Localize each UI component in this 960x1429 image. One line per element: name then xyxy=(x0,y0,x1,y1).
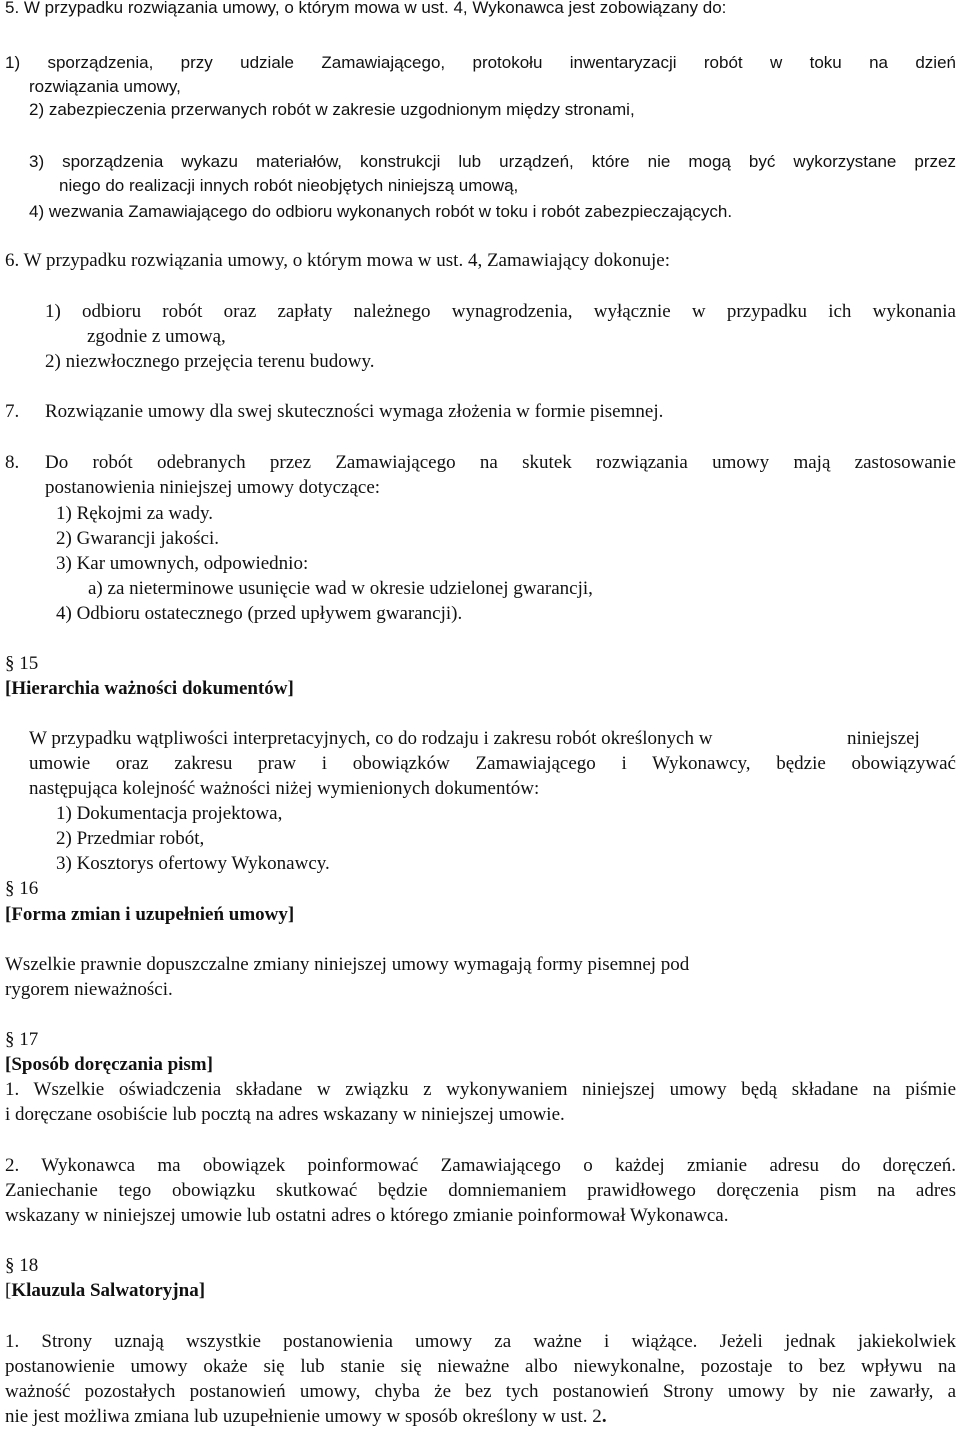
p6-item-1: 1) odbioru robót oraz zapłaty należnego wynagrodzenia, wyłącznie w przypadku ich wykonania xyxy=(45,301,956,322)
section-number: 16 xyxy=(19,878,39,899)
section-15-line-3: następująca kolejność ważności niżej wymienionych dokumentów: xyxy=(29,778,540,799)
p8-item-1: 1) Rękojmi za wady. xyxy=(56,503,214,524)
section-16-line-2: rygorem nieważności. xyxy=(5,979,173,1000)
paragraph-7-number: 7. xyxy=(5,401,20,422)
section-15-heading: [Hierarchia ważności dokumentów] xyxy=(5,678,294,699)
section-15-number xyxy=(5,653,38,675)
section-symbol: § xyxy=(5,878,15,899)
section-number: 17 xyxy=(19,1029,39,1050)
line-text: nie jest możliwa zmiana lub uzupełnienie umowy w sposób określony w ust. 2 xyxy=(5,1406,602,1427)
section-symbol: § xyxy=(5,1029,15,1050)
p5-item-3: 3) sporządzenia wykazu materiałów, konstrukcji lub urządzeń, które nie mogą być wykorzystane przez xyxy=(29,152,956,171)
section-18-line-1: 1. Strony uznają wszystkie postanowienia umowy za ważne i wiążące. Jeżeli jednak jakiekolwiek xyxy=(5,1331,956,1352)
heading-bracket: [ xyxy=(5,1280,12,1301)
p5-item-1: 1) sporządzenia, przy udziale Zamawiającego, protokołu inwentaryzacji robót w toku na dzień xyxy=(5,53,956,72)
p6-item-2: 2) niezwłocznego przejęcia terenu budowy. xyxy=(45,351,375,372)
section-symbol: § xyxy=(5,653,15,674)
section-17-heading: [Sposób doręczania pism] xyxy=(5,1054,213,1075)
p5-item-2: 2) zabezpieczenia przerwanych robót w zakresie uzgodnionym między stronami, xyxy=(29,100,635,119)
section-16-number xyxy=(5,878,38,900)
section-15-line-1a: W przypadku wątpliwości interpretacyjnych, co do rodzaju i zakresu robót określonych w xyxy=(29,728,713,749)
section-16-line-1: Wszelkie prawnie dopuszczalne zmiany niniejszej umowy wymagają formy pisemnej pod xyxy=(5,954,690,975)
heading-text: Klauzula Salwatoryjna] xyxy=(11,1280,206,1301)
section-number: 15 xyxy=(19,653,39,674)
section-18-line-4 xyxy=(5,1406,607,1428)
paragraph-6-intro: 6. W przypadku rozwiązania umowy, o którym mowa w ust. 4, Zamawiający dokonuje: xyxy=(5,250,671,271)
paragraph-5-intro: 5. W przypadku rozwiązania umowy, o którym mowa w ust. 4, Wykonawca jest zobowiązany do: xyxy=(5,0,727,17)
section-17-p2-line-1: 2. Wykonawca ma obowiązek poinformować Zamawiającego o każdej zmianie adresu do doręczeń. xyxy=(5,1155,956,1176)
section-16-heading: [Forma zmian i uzupełnień umowy] xyxy=(5,904,295,925)
paragraph-8-number: 8. xyxy=(5,452,20,473)
p5-item-4: 4) wezwania Zamawiającego do odbioru wykonanych robót w toku i robót zabezpieczających. xyxy=(29,202,733,221)
section-18-heading xyxy=(5,1280,205,1302)
p5-item-1-cont: rozwiązania umowy, xyxy=(29,77,181,96)
s15-item-1: 1) Dokumentacja projektowa, xyxy=(56,803,283,824)
section-17-p1-line-2: i doręczane osobiście lub pocztą na adres wskazany w niniejszej umowie. xyxy=(5,1104,565,1125)
p8-item-4: 4) Odbioru ostatecznego (przed upływem gwarancji). xyxy=(56,603,463,624)
paragraph-8-line-1: Do robót odebranych przez Zamawiającego na skutek rozwiązania umowy mają zastosowanie xyxy=(45,452,956,473)
p8-item-3: 3) Kar umownych, odpowiednio: xyxy=(56,553,309,574)
p5-item-3-cont: niego do realizacji innych robót nieobjętych niniejszą umową, xyxy=(59,176,519,195)
section-17-p1-line-1: 1. Wszelkie oświadczenia składane w związku z wykonywaniem niniejszej umowy będą składane na piśmie xyxy=(5,1079,956,1100)
section-15-line-2: umowie oraz zakresu praw i obowiązków Zamawiającego i Wykonawcy, będzie obowiązywać xyxy=(29,753,956,774)
line-end-period: . xyxy=(601,1406,607,1427)
p8-item-2: 2) Gwarancji jakości. xyxy=(56,528,220,549)
section-number: 18 xyxy=(19,1255,39,1276)
section-symbol: § xyxy=(5,1255,15,1276)
s15-item-2: 2) Przedmiar robót, xyxy=(56,828,205,849)
section-18-line-2: postanowienie umowy okaże się lub stanie się nieważne albo niewykonalne, pozostaje to bez wpływu na xyxy=(5,1356,956,1377)
paragraph-7-text: Rozwiązanie umowy dla swej skuteczności wymaga złożenia w formie pisemnej. xyxy=(45,401,664,422)
s15-item-3: 3) Kosztorys ofertowy Wykonawcy. xyxy=(56,853,330,874)
section-17-p2-line-2: Zaniechanie tego obowiązku skutkować będzie domniemaniem prawidłowego doręczenia pism na adres xyxy=(5,1180,956,1201)
p6-item-1-cont: zgodnie z umową, xyxy=(87,326,226,347)
p8-item-3a: a) za nieterminowe usunięcie wad w okresie udzielonej gwarancji, xyxy=(88,578,593,599)
section-18-number xyxy=(5,1255,38,1277)
section-18-line-3: ważność pozostałych postanowień umowy, chyba że bez tych postanowień Strony umowy by nie zawarły, a xyxy=(5,1381,956,1402)
section-17-p2-line-3: wskazany w niniejszej umowie lub ostatni adres o którego zmianie poinformował Wykonawca. xyxy=(5,1205,729,1226)
section-17-number xyxy=(5,1029,38,1051)
section-15-line-1b: niniejszej xyxy=(847,728,920,749)
paragraph-8-line-2: postanowienia niniejszej umowy dotyczące: xyxy=(45,477,381,498)
